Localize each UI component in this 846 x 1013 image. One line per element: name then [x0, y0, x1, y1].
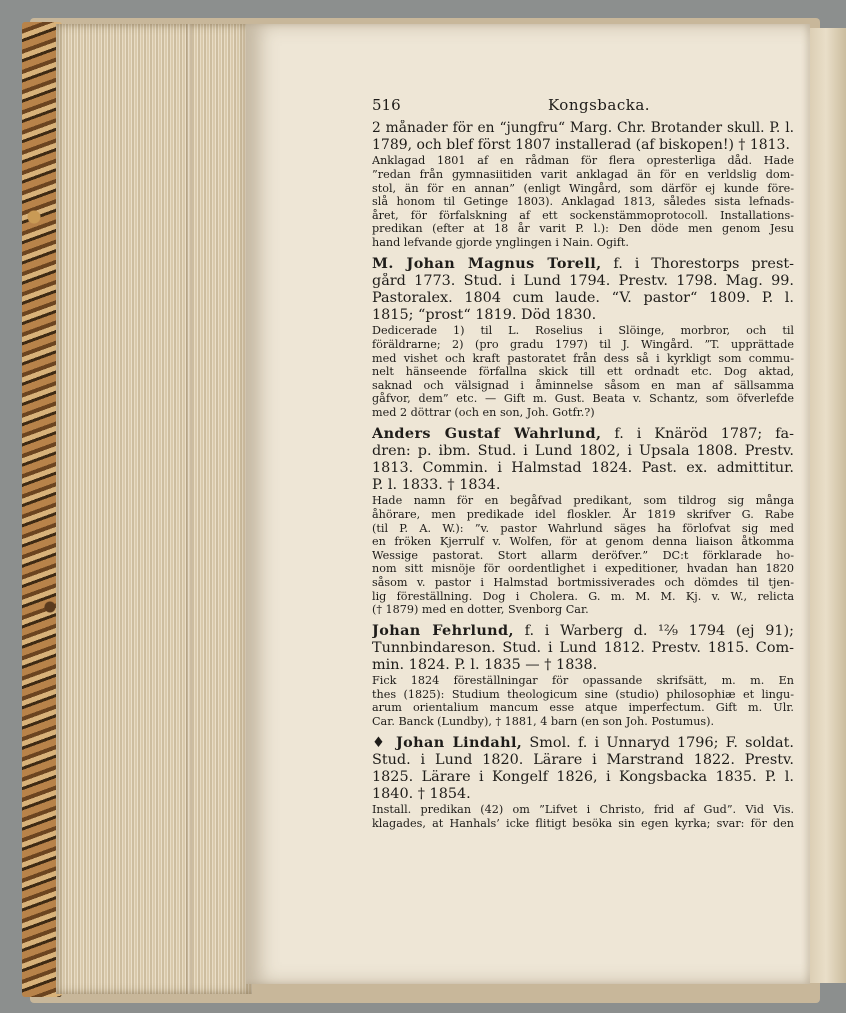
main-line: 1825. Lärare i Kongelf 1826, i Kongsbacka 1835. P. l.: [372, 769, 794, 786]
note-line: Wessige pastorat. Stort allarm deröfver.” DC:t förklarade ho-: [372, 548, 794, 562]
main-line: 1813. Commin. i Halmstad 1824. Past. ex. admittitur.: [372, 459, 794, 476]
note-line: såsom v. pastor i Halmstad bortmissiverades och dömdes til tjen-: [372, 575, 794, 589]
note-line: ”redan från gymnasiitiden varit anklagad än för en verldslig dom-: [372, 168, 794, 181]
page-text: [372, 96, 794, 831]
entry-heading: M. Johan Magnus Torell,: [372, 254, 602, 272]
entry-heading: ♦ Johan Lindahl,: [372, 733, 523, 751]
note-line: gåfvor, dem” etc. — Gift m. Gust. Beata v. Schantz, som öfverlefde: [372, 392, 794, 406]
note-line: nelt hänseende förfallna skick till ett ordnadt etc. Dog aktad,: [372, 365, 794, 379]
note-line: arum orientalium mancum esse atque imperfectum. Gift m. Ulr.: [372, 701, 794, 715]
entry-1: [372, 255, 794, 420]
main-line: M. Johan Magnus Torell, f. i Thorestorps prest-: [372, 254, 794, 272]
entry-heading: Johan Fehrlund,: [372, 621, 514, 639]
main-line: min. 1824. P. l. 1835 — † 1838.: [372, 657, 598, 674]
note-line: lig föreställning. Dog i Cholera. G. m. M. M. Kj. v. W., relicta: [372, 589, 794, 603]
note-line: föräldrarne; 2) (pro gradu 1797) til J. Wingård. ”T. upprättade: [372, 337, 794, 351]
main-line: Pastoralex. 1804 cum laude. “V. pastor“ 1809. P. l.: [372, 289, 794, 306]
note-line: nom sitt misnöje för oordentlighet i expeditioner, hvadan han 1820: [372, 562, 794, 576]
note-line: (til P. A. W.): ”v. pastor Wahrlund säges ha förlofvat sig med: [372, 521, 794, 535]
note-line: Dedicerade 1) til L. Roselius i Slöinge, morbror, och til: [372, 324, 794, 338]
note-line: Anklagad 1801 af en rådman för flera opresterliga dåd. Hade: [372, 154, 794, 168]
main-line: 1815; “prost“ 1819. Död 1830.: [372, 307, 597, 324]
note-line: († 1879) med en dotter, Svenborg Car.: [372, 603, 589, 617]
entry-0: [372, 120, 794, 250]
note-line: med 2 döttrar (och en son, Joh. Gotfr.?): [372, 405, 595, 419]
main-line: Stud. i Lund 1820. Lärare i Marstrand 1822. Prestv.: [372, 751, 794, 768]
note-line: hand lefvande gjorde ynglingen i Nain. Ogift.: [372, 235, 629, 249]
running-title: Kongsbacka.: [548, 96, 651, 114]
main-line: 1840. † 1854.: [372, 786, 471, 803]
main-line: Tunnbindareson. Stud. i Lund 1812. Prestv. 1815. Com-: [372, 639, 794, 656]
entry-3: [372, 622, 794, 729]
note-line: Fick 1824 föreställningar för opassande skrifsätt, m. m. En: [372, 674, 794, 688]
note-line: predikan (efter at 18 år varit P. l.): Den döde men genom Jesu: [372, 222, 794, 236]
note-line: med vishet och kraft pastoratet från dess så i kyrkligt som commu-: [372, 351, 794, 365]
entry-heading: Anders Gustaf Wahrlund,: [372, 424, 602, 442]
main-line: gård 1773. Stud. i Lund 1794. Prestv. 1798. Mag. 99.: [372, 272, 794, 289]
note-line: Hade namn för en begåfvad predikant, som tildrog sig många: [372, 494, 794, 508]
entry-2: [372, 425, 794, 617]
main-line: dren: p. ibm. Stud. i Lund 1802, i Upsala 1808. Prestv.: [372, 442, 794, 459]
note-line: klagades, at Hanhals’ icke flitigt besöka sin egen kyrka; svar: för den: [372, 817, 794, 831]
entry-4: [372, 734, 794, 831]
page-number: 516: [372, 96, 401, 114]
note-line: stol, än för en annan” (enligt Wingård, som därför ej kunde före-: [372, 181, 794, 195]
note-line: slå honom til Getinge 1803). Anklagad 1813, således sista lefnads-: [372, 195, 794, 209]
main-line: ♦ Johan Lindahl, Smol. f. i Unnaryd 1796; F. soldat.: [372, 733, 794, 751]
facing-page-edge: [806, 28, 846, 983]
page-header: [372, 96, 794, 120]
note-line: Install. predikan (42) om ”Lifvet i Christo, frid af Gud”. Vid Vis.: [372, 803, 794, 817]
main-line: 2 månader för en “jungfru“ Marg. Chr. Brotander skull. P. l.: [372, 120, 794, 136]
note-line: thes (1825): Studium theologicum sine (studio) philosophiæ et lingu-: [372, 687, 794, 701]
main-line: Anders Gustaf Wahrlund, f. i Knäröd 1787; fa-: [372, 424, 794, 442]
main-line: Johan Fehrlund, f. i Warberg d. ¹²⁄₉ 1794 (ej 91);: [372, 621, 794, 639]
page-stack: [56, 24, 252, 994]
note-line: åhörare, men predikade idel floskler. År 1819 skrifver G. Rabe: [372, 507, 794, 521]
main-line: 1789, och blef först 1807 installerad (af biskopen!) † 1813.: [372, 137, 790, 154]
note-line: saknad och välsignad i åminnelse såsom en man af sällsamma: [372, 378, 794, 392]
main-line: P. l. 1833. † 1834.: [372, 477, 501, 494]
note-line: året, för förfalskning af ett sockenstämmoprotocoll. Installations-: [372, 208, 794, 222]
note-line: Car. Banck (Lundby), † 1881, 4 barn (en son Joh. Postumus).: [372, 715, 715, 729]
note-line: en fröken Kjerrulf v. Wolfen, för at genom denna liaison åtkomma: [372, 535, 794, 549]
